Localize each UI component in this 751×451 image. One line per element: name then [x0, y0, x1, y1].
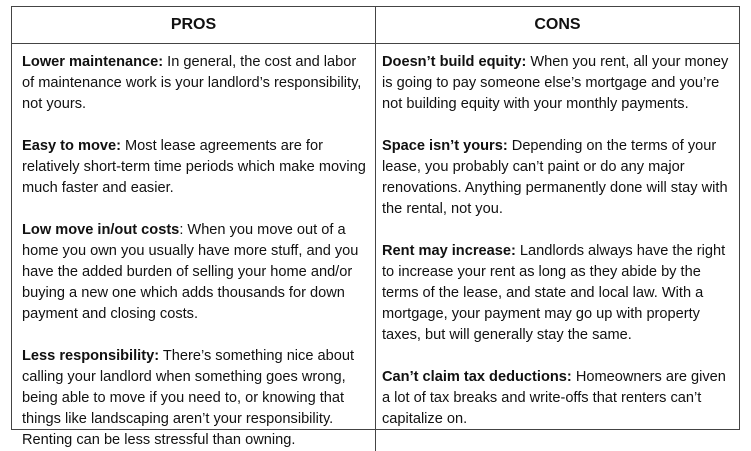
cons-item-rent-increase [382, 241, 731, 346]
cons-cell [376, 44, 740, 451]
pros-item-less-responsibility [22, 346, 367, 451]
pros-cons-table [12, 7, 739, 451]
pros-item-text: Most lease agreements are for relatively short-term time periods which make moving much faster and easier. [22, 138, 366, 196]
pros-item-term: Lower maintenance: [22, 54, 163, 70]
cons-item-term: Can’t claim tax deductions: [382, 369, 572, 385]
table-body-row [12, 44, 739, 451]
pros-item-text: In general, the cost and labor of maintenance work is your landlord’s responsibility, not yours. [22, 54, 361, 112]
pros-header: PROS [12, 7, 376, 44]
cons-item-term: Rent may increase: [382, 243, 516, 259]
pros-item-term: Easy to move: [22, 138, 121, 154]
pros-item-lower-maintenance [22, 52, 367, 115]
pros-item-term: Less responsibility: [22, 348, 159, 364]
pros-item-term: Low move in/out costs [22, 222, 179, 238]
pros-cons-table-container [11, 6, 740, 430]
pros-item-easy-to-move [22, 136, 367, 199]
cons-item-text: Homeowners are given a lot of tax breaks and write-offs that renters can’t capitalize on. [382, 369, 726, 427]
cons-item-term: Doesn’t build equity: [382, 54, 526, 70]
pros-item-text: : When you move out of a home you own you usually have more stuff, and you have the added burden of selling your home and/or buying a new one which adds thousands for down payment and closing costs. [22, 222, 358, 322]
cons-header: CONS [376, 7, 740, 44]
pros-cell [12, 44, 376, 451]
cons-item-space-not-yours [382, 136, 731, 220]
cons-item-term: Space isn’t yours: [382, 138, 508, 154]
pros-item-low-move-costs [22, 220, 367, 325]
cons-item-no-equity [382, 52, 731, 115]
pros-item-text: There’s something nice about calling your landlord when something goes wrong, being able to move if you need to, or knowing that things like landscaping aren’t your responsibility. Renting can be less stressful than owning. [22, 348, 354, 448]
cons-item-text: Depending on the terms of your lease, you probably can’t paint or do any major renovations. Anything permanently done will stay with the rental, not you. [382, 138, 728, 217]
cons-item-no-tax-deductions [382, 367, 731, 430]
cons-item-text: When you rent, all your money is going to pay someone else’s mortgage and you’re not building equity with your monthly payments. [382, 54, 728, 112]
table-header-row [12, 7, 739, 44]
cons-item-text: Landlords always have the right to increase your rent as long as they abide by the terms of the lease, and state and local law. With a mortgage, your payment may go up with property taxes, but will generally stay the same. [382, 243, 725, 343]
